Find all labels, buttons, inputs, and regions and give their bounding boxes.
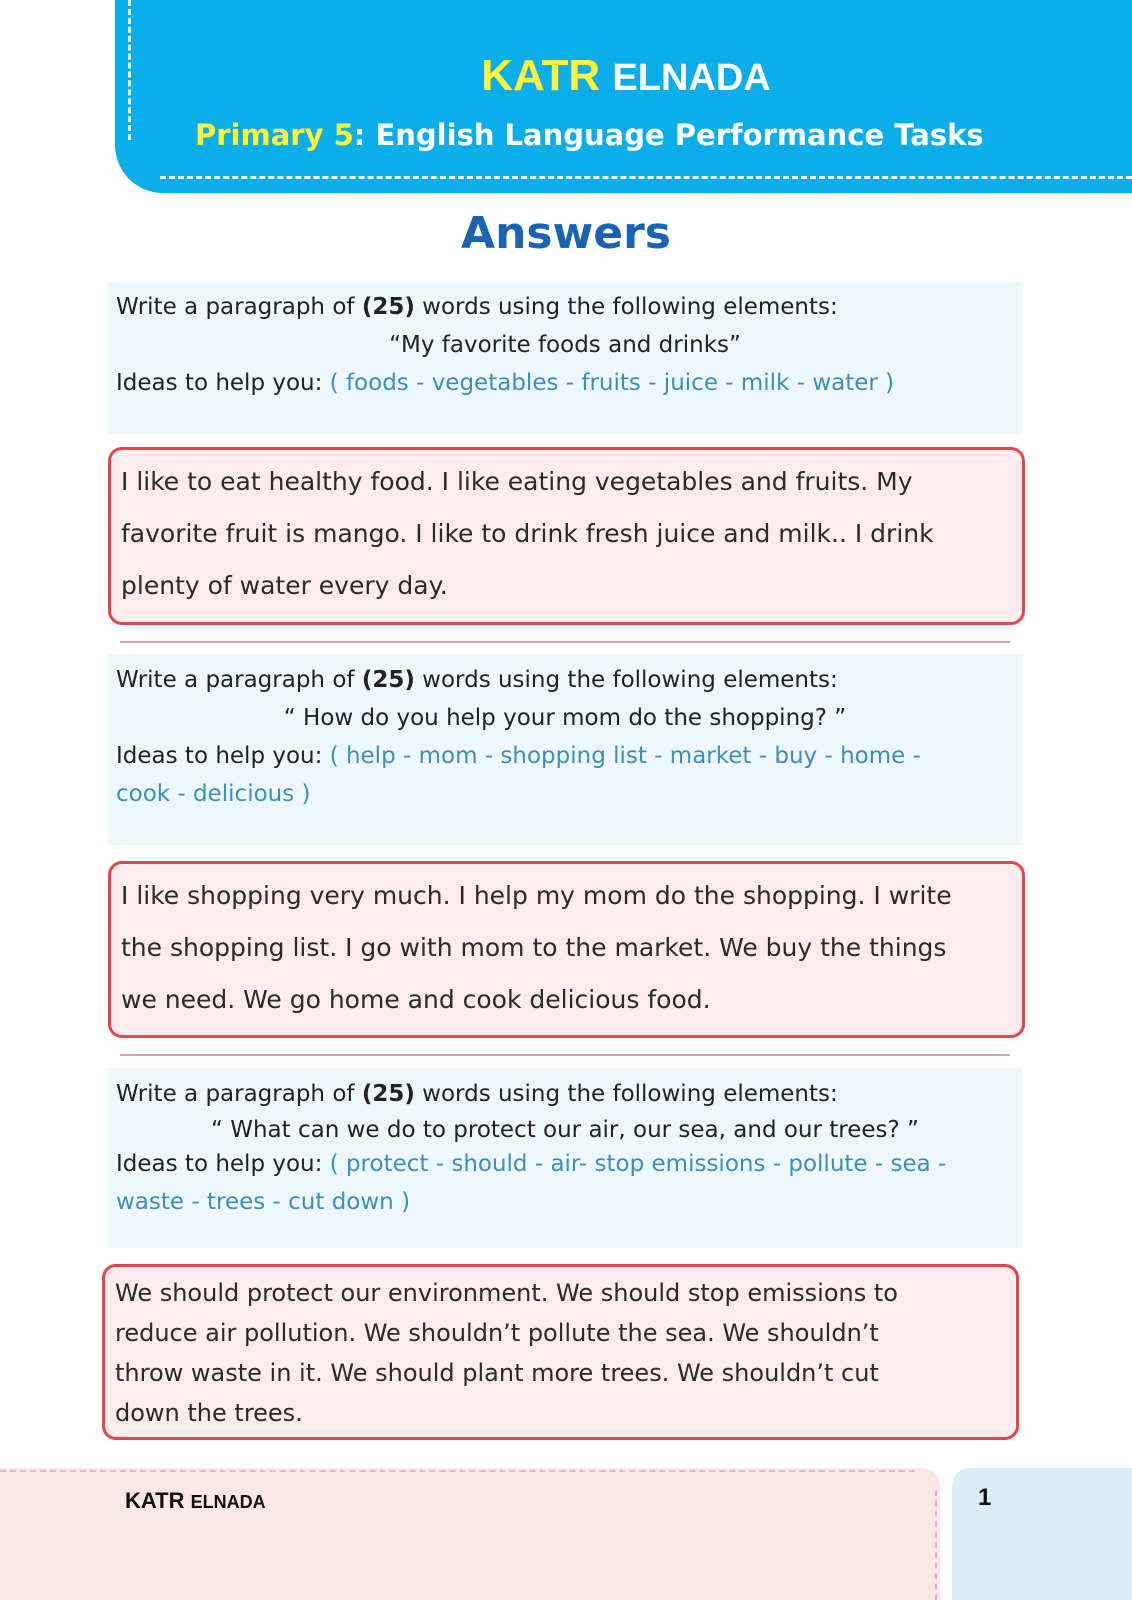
ideas-list: ( help - mom - shopping list - market - buy - home -	[329, 743, 921, 769]
footer-brand-elnada: ELNADA	[190, 1492, 266, 1512]
ideas-label: Ideas to help you:	[116, 1151, 330, 1177]
answer-box-3	[102, 1264, 1019, 1440]
answer-line: I like shopping very much. I help my mom do the shopping. I write	[121, 881, 952, 910]
ideas-label: Ideas to help you:	[116, 743, 330, 769]
ideas-label: Ideas to help you:	[116, 370, 330, 396]
task-ideas-continued: cook - delicious )	[116, 781, 311, 807]
header-subtitle	[195, 118, 1075, 152]
task-ideas	[116, 737, 1014, 775]
page-title: Answers	[461, 208, 671, 259]
task-prompt-1	[108, 282, 1022, 434]
brand-elnada: ELNADA	[612, 57, 771, 99]
subtitle-grade: Primary 5	[195, 118, 354, 152]
task-ideas	[116, 1146, 1014, 1182]
page-number: 1	[978, 1484, 992, 1511]
task-instruction	[116, 661, 1014, 699]
task-topic: “My favorite foods and drinks”	[389, 332, 741, 358]
answer-line: we need. We go home and cook delicious food.	[121, 985, 711, 1014]
instruction-text: words using the following elements:	[414, 1081, 838, 1107]
instruction-text: Write a paragraph of	[116, 294, 362, 320]
task-prompt-3	[108, 1068, 1022, 1248]
section-divider	[120, 1054, 1010, 1056]
task-ideas-continued: waste - trees - cut down )	[116, 1189, 411, 1215]
brand-logo	[60, 48, 1132, 106]
footer-brand	[125, 1488, 266, 1514]
instruction-text: Write a paragraph of	[116, 667, 362, 693]
answer-line: I like to eat healthy food. I like eating vegetables and fruits. My	[121, 467, 913, 496]
answer-line: plenty of water every day.	[121, 571, 448, 600]
answer-line: the shopping list. I go with mom to the market. We buy the things	[121, 933, 947, 962]
footer-dashed-border	[0, 1470, 915, 1472]
subtitle-text: : English Language Performance Tasks	[353, 118, 984, 152]
task-topic: “ What can we do to protect our air, our sea, and our trees? ”	[211, 1117, 919, 1143]
footer-dashed-border	[935, 1490, 937, 1600]
answer-box-2	[108, 861, 1025, 1038]
brand-katr: KATR	[481, 51, 601, 100]
ideas-list: ( foods - vegetables - fruits - juice - milk - water )	[329, 370, 895, 396]
banner-dashed-border-bottom	[160, 176, 1132, 179]
footer-brand-katr: KATR	[125, 1488, 185, 1513]
answer-line: throw waste in it. We should plant more trees. We shouldn’t cut	[115, 1359, 879, 1387]
answer-line: reduce air pollution. We shouldn’t pollute the sea. We shouldn’t	[115, 1319, 879, 1347]
answer-line: down the trees.	[115, 1399, 303, 1427]
word-count: (25)	[361, 667, 415, 693]
instruction-text: words using the following elements:	[414, 294, 838, 320]
instruction-text: Write a paragraph of	[116, 1081, 362, 1107]
task-instruction	[116, 288, 1014, 326]
task-prompt-2	[108, 655, 1022, 845]
ideas-list: ( protect - should - air- stop emissions - pollute - sea -	[329, 1151, 947, 1177]
task-instruction	[116, 1074, 1014, 1114]
word-count: (25)	[361, 294, 415, 320]
task-topic: “ How do you help your mom do the shopping? ”	[283, 705, 847, 731]
answer-line: We should protect our environment. We should stop emissions to	[115, 1279, 898, 1307]
answer-box-1	[108, 447, 1025, 625]
section-divider	[120, 641, 1010, 643]
instruction-text: words using the following elements:	[414, 667, 838, 693]
task-ideas	[116, 364, 1014, 402]
answer-line: favorite fruit is mango. I like to drink fresh juice and milk.. I drink	[121, 519, 934, 548]
word-count: (25)	[361, 1081, 415, 1107]
